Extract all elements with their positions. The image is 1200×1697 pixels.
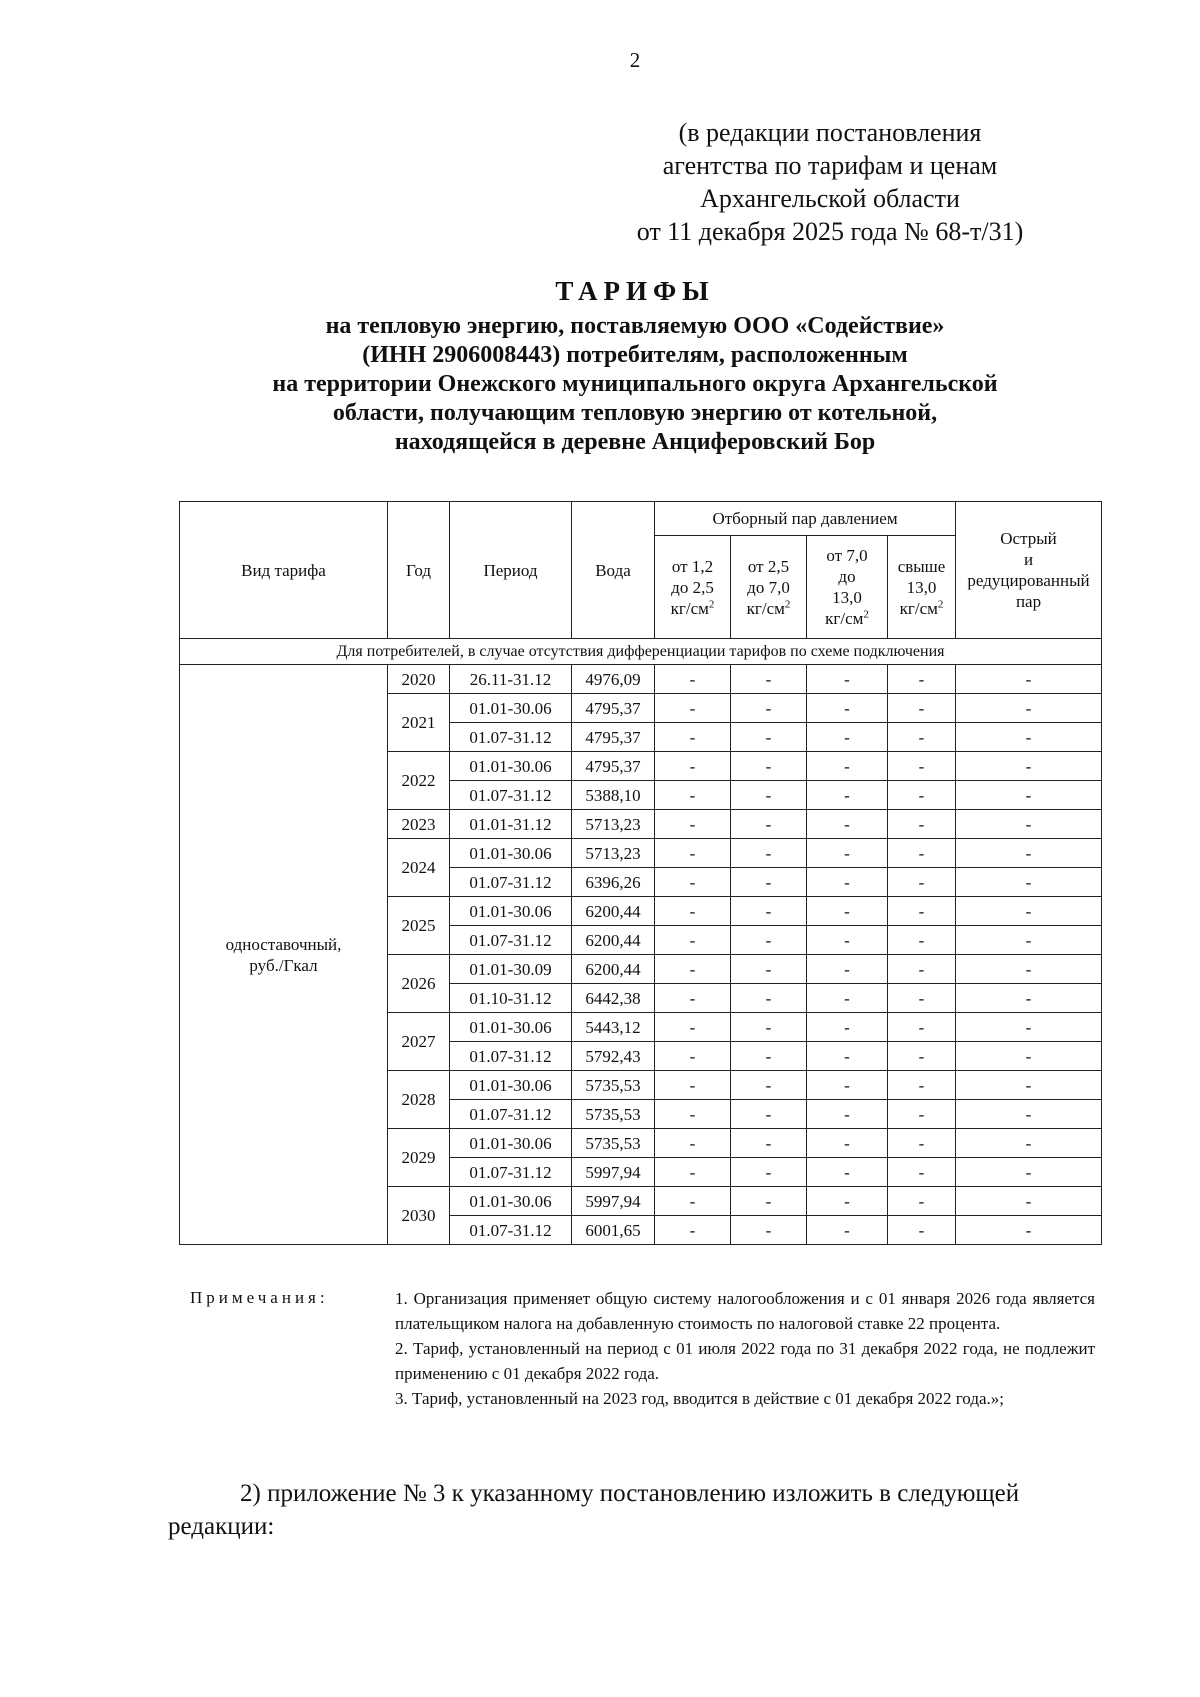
water-tariff-cell: 4795,37 (572, 723, 655, 752)
empty-tariff-cell: - (655, 1042, 731, 1071)
item-2-paragraph: 2) приложение № 3 к указанному постановлению изложить в следующей редакции: (168, 1480, 1020, 1540)
empty-tariff-cell: - (956, 810, 1102, 839)
period-cell: 01.01-30.06 (450, 1187, 572, 1216)
empty-tariff-cell: - (888, 1071, 956, 1100)
empty-tariff-cell: - (655, 926, 731, 955)
year-cell: 2023 (388, 810, 450, 839)
empty-tariff-cell: - (956, 1158, 1102, 1187)
subtitle-line: на территории Онежского муниципального округа Архангельской (272, 371, 998, 397)
empty-tariff-cell: - (807, 955, 888, 984)
edition-line: от 11 декабря 2025 года № 68-т/31) (636, 217, 1024, 246)
empty-tariff-cell: - (807, 1187, 888, 1216)
note-item: 3. Тариф, установленный на 2023 год, вводится в действие с 01 декабря 2022 года.»; (395, 1389, 1004, 1408)
page-number: 2 (629, 48, 641, 72)
empty-tariff-cell: - (731, 984, 807, 1013)
empty-tariff-cell: - (807, 1158, 888, 1187)
empty-tariff-cell: - (655, 810, 731, 839)
empty-tariff-cell: - (731, 1042, 807, 1071)
period-cell: 01.01-30.06 (450, 1013, 572, 1042)
period-cell: 01.07-31.12 (450, 926, 572, 955)
empty-tariff-cell: - (655, 868, 731, 897)
empty-tariff-cell: - (956, 723, 1102, 752)
water-tariff-cell: 5997,94 (572, 1158, 655, 1187)
empty-tariff-cell: - (807, 897, 888, 926)
water-tariff-cell: 5735,53 (572, 1129, 655, 1158)
empty-tariff-cell: - (956, 1013, 1102, 1042)
empty-tariff-cell: - (655, 1100, 731, 1129)
empty-tariff-cell: - (956, 955, 1102, 984)
edition-line: агентства по тарифам и ценам (662, 151, 998, 180)
empty-tariff-cell: - (888, 1042, 956, 1071)
empty-tariff-cell: - (731, 955, 807, 984)
header-steam-group: Отборный пар давлением (655, 502, 956, 536)
water-tariff-cell: 5713,23 (572, 810, 655, 839)
empty-tariff-cell: - (807, 665, 888, 694)
water-tariff-cell: 6200,44 (572, 926, 655, 955)
empty-tariff-cell: - (731, 723, 807, 752)
empty-tariff-cell: - (888, 723, 956, 752)
empty-tariff-cell: - (888, 868, 956, 897)
period-cell: 01.07-31.12 (450, 1158, 572, 1187)
empty-tariff-cell: - (956, 1042, 1102, 1071)
year-cell: 2022 (388, 752, 450, 810)
empty-tariff-cell: - (655, 839, 731, 868)
subtitle-line: находящейся в деревне Анциферовский Бор (394, 429, 876, 455)
empty-tariff-cell: - (807, 926, 888, 955)
empty-tariff-cell: - (807, 1071, 888, 1100)
header-pressure-3: от 7,0 до 13,0 $кг/см^2$ (807, 536, 888, 639)
empty-tariff-cell: - (731, 839, 807, 868)
edition-line: Архангельской области (700, 184, 960, 213)
empty-tariff-cell: - (956, 694, 1102, 723)
subtitle-line: (ИНН 2906008443) потребителям, расположенным (362, 342, 908, 368)
water-tariff-cell: 5735,53 (572, 1100, 655, 1129)
empty-tariff-cell: - (731, 781, 807, 810)
year-cell: 2026 (388, 955, 450, 1013)
table-body (180, 665, 1102, 1245)
header-sharp-steam: Острый и редуцированный пар (956, 502, 1102, 639)
year-cell: 2024 (388, 839, 450, 897)
empty-tariff-cell: - (956, 984, 1102, 1013)
year-cell: 2028 (388, 1071, 450, 1129)
empty-tariff-cell: - (655, 1187, 731, 1216)
water-tariff-cell: 4795,37 (572, 752, 655, 781)
period-cell: 01.01-31.12 (450, 810, 572, 839)
empty-tariff-cell: - (807, 984, 888, 1013)
empty-tariff-cell: - (655, 1158, 731, 1187)
empty-tariff-cell: - (731, 1216, 807, 1245)
period-cell: 01.01-30.06 (450, 1129, 572, 1158)
empty-tariff-cell: - (731, 1158, 807, 1187)
empty-tariff-cell: - (731, 665, 807, 694)
note-item: 2. Тариф, установленный на период с 01 июля 2022 года по 31 декабря 2022 года, не подлежит применению с 01 декабря 2022 года. (395, 1339, 1095, 1383)
empty-tariff-cell: - (807, 723, 888, 752)
empty-tariff-cell: - (731, 752, 807, 781)
year-cell: 2020 (388, 665, 450, 694)
period-cell: 01.01-30.06 (450, 839, 572, 868)
empty-tariff-cell: - (731, 926, 807, 955)
empty-tariff-cell: - (888, 1216, 956, 1245)
empty-tariff-cell: - (655, 723, 731, 752)
empty-tariff-cell: - (807, 781, 888, 810)
document-title: ТАРИФЫ (555, 276, 715, 306)
empty-tariff-cell: - (731, 694, 807, 723)
tariff-type-cell: одноставочный, руб./Гкал (180, 665, 388, 1245)
empty-tariff-cell: - (807, 694, 888, 723)
water-tariff-cell: 4795,37 (572, 694, 655, 723)
empty-tariff-cell: - (956, 868, 1102, 897)
empty-tariff-cell: - (888, 1158, 956, 1187)
empty-tariff-cell: - (956, 1216, 1102, 1245)
period-cell: 01.10-31.12 (450, 984, 572, 1013)
empty-tariff-cell: - (807, 1216, 888, 1245)
empty-tariff-cell: - (888, 955, 956, 984)
period-cell: 01.07-31.12 (450, 868, 572, 897)
water-tariff-cell: 5443,12 (572, 1013, 655, 1042)
empty-tariff-cell: - (956, 926, 1102, 955)
empty-tariff-cell: - (655, 1013, 731, 1042)
empty-tariff-cell: - (807, 1013, 888, 1042)
empty-tariff-cell: - (956, 665, 1102, 694)
header-pressure-2: от 2,5 до 7,0 $кг/см^2$ (731, 536, 807, 639)
header-water: Вода (572, 502, 655, 639)
empty-tariff-cell: - (655, 781, 731, 810)
table-subheader: Для потребителей, в случае отсутствия дифференциации тарифов по схеме подключения (180, 639, 1102, 665)
period-cell: 01.07-31.12 (450, 1100, 572, 1129)
year-cell: 2030 (388, 1187, 450, 1245)
water-tariff-cell: 6001,65 (572, 1216, 655, 1245)
table-row (180, 665, 1102, 694)
period-cell: 01.07-31.12 (450, 723, 572, 752)
empty-tariff-cell: - (731, 1187, 807, 1216)
water-tariff-cell: 6200,44 (572, 955, 655, 984)
water-tariff-cell: 6396,26 (572, 868, 655, 897)
empty-tariff-cell: - (731, 1071, 807, 1100)
empty-tariff-cell: - (888, 752, 956, 781)
water-tariff-cell: 5388,10 (572, 781, 655, 810)
period-cell: 01.01-30.06 (450, 752, 572, 781)
period-cell: 01.07-31.12 (450, 1216, 572, 1245)
period-cell: 01.01-30.06 (450, 897, 572, 926)
edition-note (570, 116, 1090, 248)
header-tariff-type: Вид тарифа (180, 502, 388, 639)
water-tariff-cell: 6442,38 (572, 984, 655, 1013)
empty-tariff-cell: - (888, 1013, 956, 1042)
empty-tariff-cell: - (888, 1100, 956, 1129)
empty-tariff-cell: - (956, 1187, 1102, 1216)
empty-tariff-cell: - (956, 839, 1102, 868)
empty-tariff-cell: - (731, 897, 807, 926)
subtitle-line: на тепловую энергию, поставляемую ООО «Содействие» (325, 313, 945, 339)
empty-tariff-cell: - (888, 926, 956, 955)
empty-tariff-cell: - (807, 752, 888, 781)
empty-tariff-cell: - (655, 1216, 731, 1245)
water-tariff-cell: 4976,09 (572, 665, 655, 694)
subtitle-line: области, получающим тепловую энергию от котельной, (332, 400, 938, 426)
note-item: 1. Организация применяет общую систему налогообложения и с 01 января 2026 года является плательщиком налога на добавленную стоимость по налоговой ставке 22 процента. (395, 1289, 1095, 1333)
period-cell: 01.07-31.12 (450, 1042, 572, 1071)
empty-tariff-cell: - (655, 752, 731, 781)
tariff-table (179, 501, 1102, 1245)
empty-tariff-cell: - (888, 1129, 956, 1158)
water-tariff-cell: 5735,53 (572, 1071, 655, 1100)
empty-tariff-cell: - (888, 781, 956, 810)
empty-tariff-cell: - (888, 839, 956, 868)
empty-tariff-cell: - (956, 781, 1102, 810)
empty-tariff-cell: - (888, 897, 956, 926)
period-cell: 01.01-30.09 (450, 955, 572, 984)
empty-tariff-cell: - (655, 665, 731, 694)
document-subtitle (170, 312, 1100, 457)
empty-tariff-cell: - (888, 984, 956, 1013)
empty-tariff-cell: - (888, 694, 956, 723)
empty-tariff-cell: - (655, 897, 731, 926)
header-period: Период (450, 502, 572, 639)
period-cell: 26.11-31.12 (450, 665, 572, 694)
empty-tariff-cell: - (956, 1100, 1102, 1129)
empty-tariff-cell: - (807, 1042, 888, 1071)
notes (395, 1286, 1095, 1411)
empty-tariff-cell: - (888, 665, 956, 694)
empty-tariff-cell: - (655, 1071, 731, 1100)
empty-tariff-cell: - (807, 868, 888, 897)
empty-tariff-cell: - (731, 1100, 807, 1129)
empty-tariff-cell: - (956, 1129, 1102, 1158)
year-cell: 2029 (388, 1129, 450, 1187)
empty-tariff-cell: - (731, 1013, 807, 1042)
empty-tariff-cell: - (956, 897, 1102, 926)
notes-label: Примечания: (190, 1288, 329, 1307)
empty-tariff-cell: - (655, 694, 731, 723)
year-cell: 2025 (388, 897, 450, 955)
header-year: Год (388, 502, 450, 639)
empty-tariff-cell: - (731, 868, 807, 897)
header-pressure-1: от 1,2 до 2,5 $кг/см^2$ (655, 536, 731, 639)
empty-tariff-cell: - (807, 1100, 888, 1129)
empty-tariff-cell: - (807, 839, 888, 868)
empty-tariff-cell: - (807, 810, 888, 839)
empty-tariff-cell: - (956, 752, 1102, 781)
year-cell: 2027 (388, 1013, 450, 1071)
period-cell: 01.01-30.06 (450, 1071, 572, 1100)
empty-tariff-cell: - (888, 1187, 956, 1216)
year-cell: 2021 (388, 694, 450, 752)
empty-tariff-cell: - (655, 955, 731, 984)
edition-line: (в редакции постановления (678, 118, 982, 147)
header-pressure-4: свыше 13,0 $кг/см^2$ (888, 536, 956, 639)
empty-tariff-cell: - (807, 1129, 888, 1158)
empty-tariff-cell: - (731, 810, 807, 839)
period-cell: 01.07-31.12 (450, 781, 572, 810)
empty-tariff-cell: - (731, 1129, 807, 1158)
empty-tariff-cell: - (655, 984, 731, 1013)
empty-tariff-cell: - (956, 1071, 1102, 1100)
water-tariff-cell: 5792,43 (572, 1042, 655, 1071)
empty-tariff-cell: - (655, 1129, 731, 1158)
period-cell: 01.01-30.06 (450, 694, 572, 723)
water-tariff-cell: 5997,94 (572, 1187, 655, 1216)
water-tariff-cell: 6200,44 (572, 897, 655, 926)
empty-tariff-cell: - (888, 810, 956, 839)
water-tariff-cell: 5713,23 (572, 839, 655, 868)
